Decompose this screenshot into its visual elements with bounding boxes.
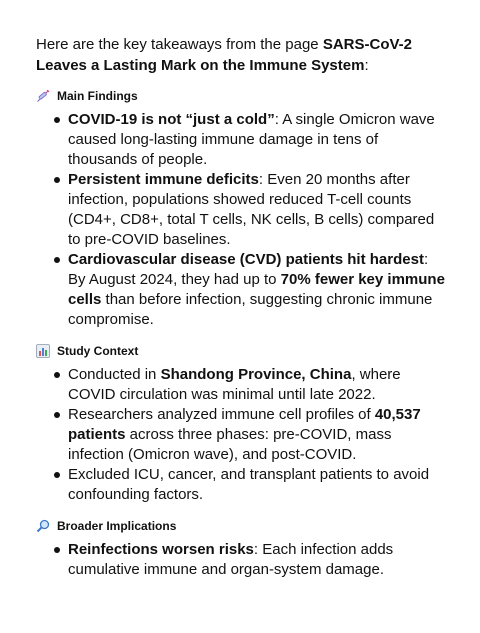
- intro-lead: Here are the key takeaways from the page: [36, 36, 323, 53]
- list-item: [54, 250, 448, 330]
- intro-colon: :: [364, 57, 369, 74]
- item-bold: Cardiovascular disease (CVD) patients hit hardest: [68, 251, 424, 268]
- item-bold: Reinfections worsen risks: [68, 541, 254, 558]
- list-item: [54, 405, 448, 465]
- broader-implications-list: [36, 540, 448, 580]
- item-text: : Each infection adds cumulative immune and organ-system damage.: [68, 541, 394, 578]
- main-findings-list: [36, 110, 448, 330]
- item-text: : Even 20 months after infection, populations showed reduced T-cell counts (CD4+, CD8+, total T cells, NK cells, B cells) compared to pre-COVID baselines.: [68, 171, 435, 248]
- article-title: SARS-CoV-2 Leaves a Lasting Mark on the Immune System: [36, 36, 413, 74]
- item-text-2: , where COVID circulation was minimal until late 2022.: [68, 366, 401, 403]
- magnifier-icon: [36, 519, 50, 533]
- item-text-2: than before infection, suggesting chronic immune compromise.: [68, 291, 433, 328]
- section-heading-broader-implications: [36, 518, 448, 534]
- item-bold: 40,537 patients: [68, 406, 421, 443]
- section-title: Broader Implications: [57, 519, 177, 533]
- item-text-2: across three phases: pre-COVID, mass infection (Omicron wave), and post-COVID.: [68, 426, 392, 463]
- item-bold: Shandong Province, China: [160, 366, 352, 383]
- syringe-icon: [36, 89, 50, 103]
- list-item: [54, 465, 448, 505]
- item-bold: COVID-19 is not “just a cold”: [68, 111, 275, 128]
- section-heading-main-findings: [36, 88, 448, 104]
- list-item: [54, 365, 448, 405]
- bar-chart-icon: [36, 344, 50, 358]
- item-text: Researchers analyzed immune cell profiles of: [68, 406, 375, 423]
- intro-paragraph: [36, 34, 448, 76]
- item-text: : A single Omicron wave caused long-lasting immune damage in tens of thousands of people.: [68, 111, 435, 168]
- section-title: Main Findings: [57, 89, 138, 103]
- list-item: [54, 110, 448, 170]
- study-context-list: [36, 365, 448, 505]
- item-bold-2: 70% fewer key immune cells: [68, 271, 445, 308]
- section-heading-study-context: [36, 343, 448, 359]
- section-title: Study Context: [57, 344, 139, 358]
- list-item: [54, 170, 448, 250]
- item-text: Conducted in: [68, 366, 161, 383]
- item-bold: Persistent immune deficits: [68, 171, 259, 188]
- item-text: Excluded ICU, cancer, and transplant patients to avoid confounding factors.: [68, 466, 430, 503]
- item-text: : By August 2024, they had up to: [68, 251, 429, 288]
- list-item: [54, 540, 448, 580]
